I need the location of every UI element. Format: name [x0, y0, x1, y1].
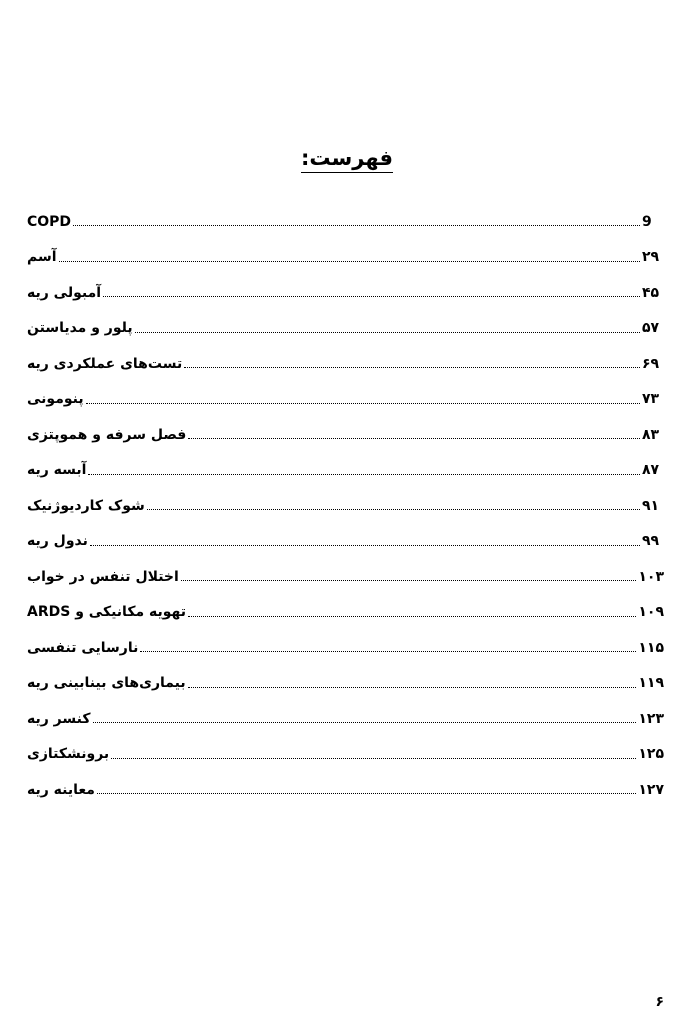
toc-entry[interactable] — [24, 630, 664, 666]
page-number: ۶ — [655, 994, 664, 1010]
toc-entry-label: شوک کاردیوژنیک — [27, 497, 145, 514]
toc-entry-page: ۱۱۹ — [638, 675, 664, 692]
toc-entry[interactable] — [24, 666, 664, 702]
toc-entry-label: اختلال تنفس در خواب — [27, 568, 179, 585]
toc-entry[interactable] — [24, 453, 664, 489]
toc-entry[interactable] — [24, 595, 664, 631]
toc-entry-label: پلور و مدیاستن — [27, 320, 133, 337]
dot-leader — [86, 389, 640, 404]
table-of-contents — [24, 204, 664, 808]
toc-entry-label: تست‌های عملکردی ریه — [27, 355, 183, 372]
dot-leader — [147, 495, 640, 510]
toc-entry-label: نارسایی تنفسی — [27, 639, 139, 656]
dot-leader — [97, 779, 636, 794]
toc-entry-label: معاینه ریه — [27, 781, 95, 798]
toc-entry-page: ۲۹ — [642, 249, 660, 266]
toc-entry-page: ۹۹ — [642, 533, 660, 550]
dot-leader — [59, 247, 640, 262]
toc-entry[interactable] — [24, 240, 664, 276]
toc-entry-label: بیماری‌های بینابینی ریه — [27, 675, 186, 692]
toc-entry[interactable] — [24, 275, 664, 311]
toc-entry[interactable] — [24, 559, 664, 595]
toc-entry-page: ۹۱ — [642, 497, 660, 514]
toc-entry-label: COPD — [27, 213, 72, 230]
toc-entry[interactable] — [24, 382, 664, 418]
toc-entry-page: ۱۱۵ — [638, 639, 664, 656]
toc-entry-page: ۷۳ — [642, 391, 660, 408]
dot-leader — [188, 602, 636, 617]
dot-leader — [184, 353, 640, 368]
toc-heading-text: فهرست: — [301, 146, 393, 173]
toc-entry[interactable] — [24, 488, 664, 524]
toc-entry-page: 9 — [642, 213, 652, 230]
toc-entry-label: آبسه ریه — [27, 462, 87, 479]
dot-leader — [135, 318, 640, 333]
dot-leader — [90, 531, 640, 546]
dot-leader — [188, 673, 637, 688]
dot-leader — [188, 424, 640, 439]
toc-entry[interactable] — [24, 772, 664, 808]
toc-entry-page: ۱۰۳ — [638, 568, 664, 585]
toc-entry[interactable] — [24, 346, 664, 382]
toc-entry-page: ۸۷ — [642, 462, 660, 479]
toc-entry-page: ۴۵ — [642, 284, 660, 301]
dot-leader — [73, 211, 640, 226]
toc-entry-label: آمبولی ریه — [27, 284, 102, 301]
toc-entry-page: ۵۷ — [642, 320, 660, 337]
toc-entry-page: ۱۲۵ — [638, 746, 664, 763]
toc-entry-label: تهویه مکانیکی و ARDS — [27, 604, 187, 621]
toc-entry-label: کنسر ریه — [27, 710, 91, 727]
dot-leader — [103, 282, 640, 297]
dot-leader — [88, 460, 640, 475]
dot-leader — [93, 708, 637, 723]
toc-entry-label: آسم — [27, 249, 57, 266]
toc-entry[interactable] — [24, 311, 664, 347]
toc-entry[interactable] — [24, 524, 664, 560]
toc-entry[interactable] — [24, 737, 664, 773]
toc-entry-label: پنومونی — [27, 391, 84, 408]
toc-entry-page: ۱۲۳ — [638, 710, 664, 727]
toc-entry[interactable] — [24, 204, 664, 240]
toc-entry-label: برونشکتازی — [27, 746, 110, 763]
dot-leader — [111, 744, 636, 759]
dot-leader — [140, 637, 636, 652]
toc-entry-label: ندول ریه — [27, 533, 88, 550]
toc-entry-page: ۶۹ — [642, 355, 660, 372]
toc-entry[interactable] — [24, 701, 664, 737]
toc-heading — [0, 146, 694, 173]
dot-leader — [181, 566, 637, 581]
toc-entry-page: ۸۳ — [642, 426, 660, 443]
toc-entry-label: فصل سرفه و هموپتزی — [27, 426, 187, 443]
toc-entry-page: ۱۲۷ — [638, 781, 664, 798]
toc-entry-page: ۱۰۹ — [638, 604, 664, 621]
toc-entry[interactable] — [24, 417, 664, 453]
